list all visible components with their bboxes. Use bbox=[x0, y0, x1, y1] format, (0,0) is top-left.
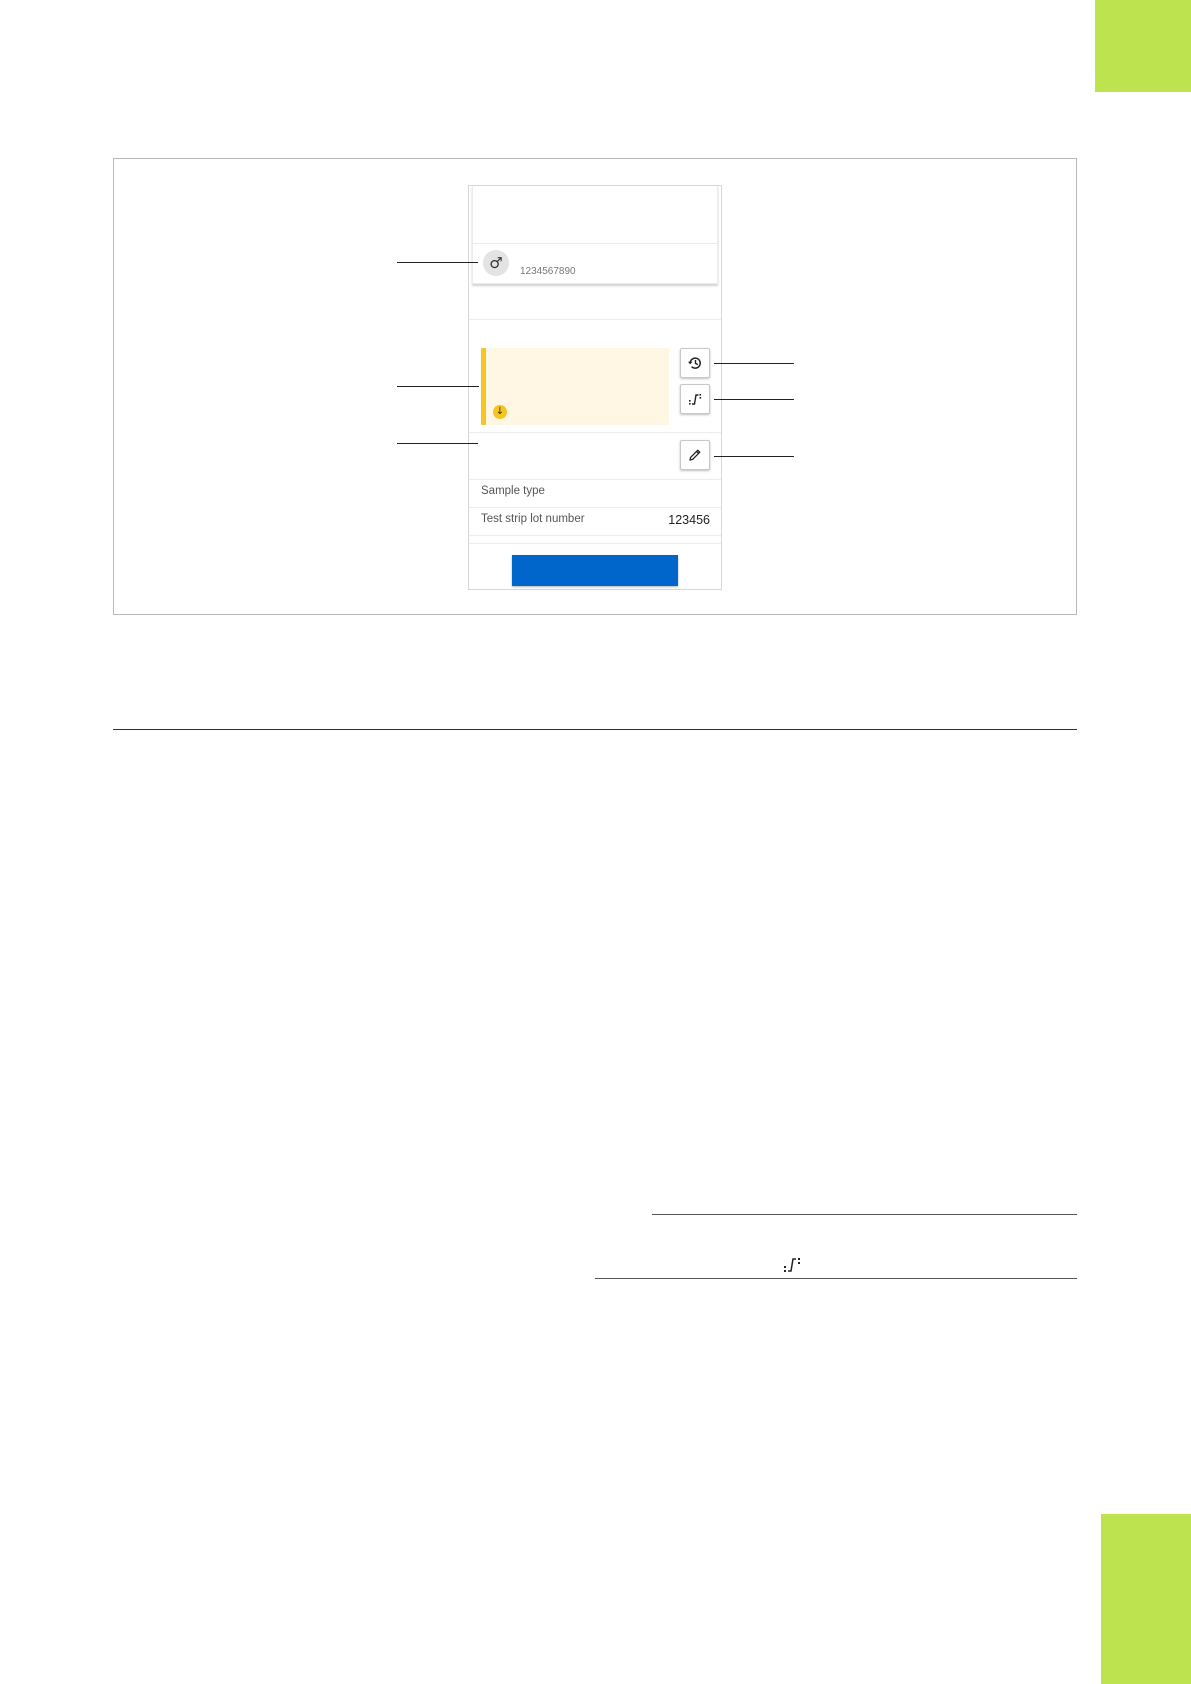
divider bbox=[469, 507, 721, 508]
section-rule bbox=[113, 729, 1077, 730]
result-status-bar bbox=[481, 348, 486, 425]
lot-number-label: Test strip lot number bbox=[481, 513, 585, 525]
arrow-down-icon: ↓ bbox=[493, 405, 507, 419]
primary-action-button[interactable] bbox=[512, 555, 678, 586]
chapter-tab-top bbox=[1095, 0, 1191, 92]
sample-type-label: Sample type bbox=[481, 485, 545, 497]
callout-line-comment bbox=[397, 443, 478, 444]
history-button[interactable] bbox=[680, 348, 710, 378]
chapter-tab-bottom bbox=[1101, 1514, 1191, 1684]
callout-line-result bbox=[397, 386, 479, 387]
callout-line-patient bbox=[397, 262, 478, 263]
edit-button[interactable] bbox=[680, 440, 710, 470]
callout-line-history bbox=[714, 363, 794, 364]
history-icon bbox=[687, 355, 703, 371]
divider bbox=[469, 543, 721, 544]
reaction-curve-icon bbox=[781, 1255, 805, 1275]
table-rule bbox=[595, 1278, 1077, 1279]
reaction-curve-button[interactable] bbox=[680, 384, 710, 414]
result-box[interactable] bbox=[481, 348, 669, 425]
divider bbox=[469, 479, 721, 480]
callout-line-curve bbox=[714, 399, 794, 400]
divider bbox=[469, 319, 721, 320]
divider bbox=[469, 432, 721, 433]
patient-card bbox=[472, 186, 718, 284]
male-icon[interactable]: ♂ bbox=[483, 250, 509, 276]
card-divider bbox=[473, 243, 717, 244]
reaction-curve-icon bbox=[687, 391, 703, 407]
callout-line-edit bbox=[714, 456, 794, 457]
table-rule bbox=[652, 1214, 1077, 1215]
lot-number-value: 123456 bbox=[668, 513, 710, 527]
pencil-icon bbox=[687, 447, 703, 463]
patient-id: 1234567890 bbox=[520, 266, 576, 277]
device-screen bbox=[468, 185, 722, 590]
divider bbox=[469, 535, 721, 536]
